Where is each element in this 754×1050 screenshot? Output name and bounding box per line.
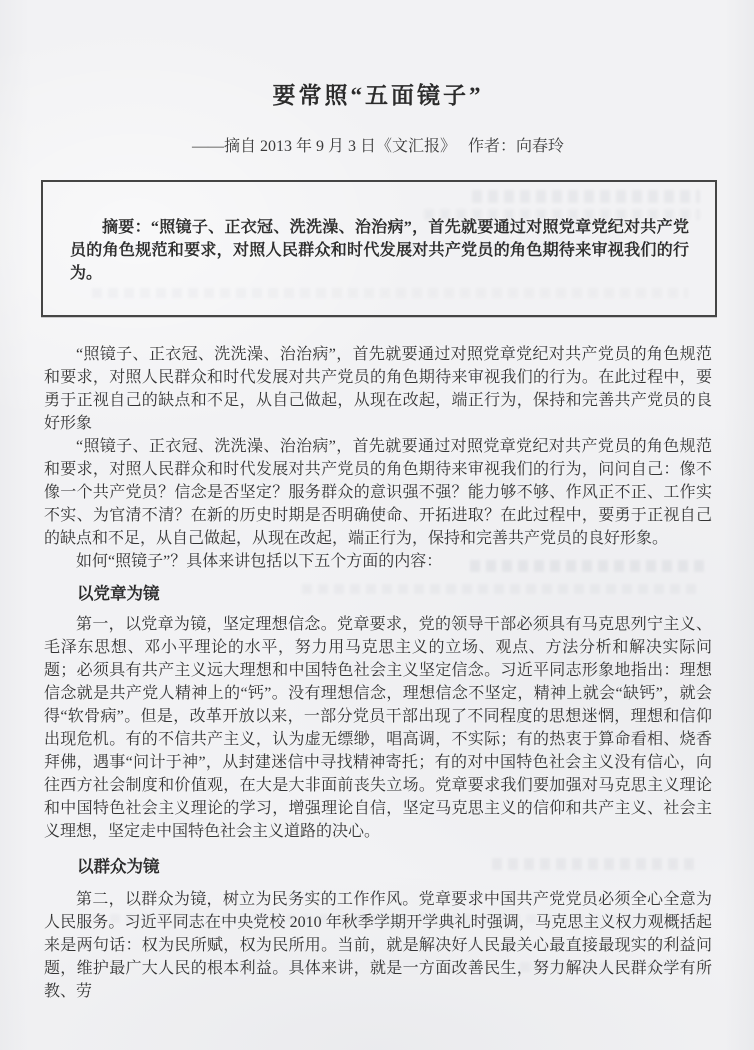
abstract-text: 摘要：“照镜子、正衣冠、洗洗澡、治治病”，首先就要通过对照党章党纪对共产党员的角色规范和要求，对照人民群众和时代发展对共产党员的角色期待来审视我们的行为。 [70,219,689,282]
document-content [44,0,712,1003]
source-attribution: ——摘自 2013 年 9 月 3 日《文汇报》 作者：向春玲 [191,138,564,155]
section-heading-masses: 以群众为镜 [77,857,160,876]
paragraph-party-charter: 第一，以党章为镜，坚定理想信念。党章要求，党的领导干部必须具有马克思列宁主义、毛泽东思想、邓小平理论的水平，努力用马克思主义的立场、观点、方法分析和解决实际问题；必须具有共产主义远大理想和中国特色社会主义坚定信念。习近平同志形象地指出：理想信念就是共产党人精神上的“钙”。没有理想信念，理想信念不坚定，精神上就会“缺钙”，就会得“软骨病”。但是，改革开放以来，一部分党员干部出现了不同程度的思想迷惘，理想和信仰出现危机。有的不信共产主义，认为虚无缥缈，唱高调，不实际；有的热衷于算命看相、烧香拜佛，遇事“问计于神”，从封建迷信中寻找精神寄托；有的对中国特色社会主义没有信心，向往西方社会制度和价值观，在大是大非面前丧失立场。党章要求我们要加强对马克思主义理论和中国特色社会主义理论的学习，增强理论自信，坚定马克思主义的信仰和共产主义、社会主义理想，坚定走中国特色社会主义道路的决心。 [44,616,712,840]
paragraph-intro-2: “照镜子、正衣冠、洗洗澡、治治病”，首先就要通过对照党章党纪对共产党员的角色规范和要求，对照人民群众和时代发展对共产党员的角色期待来审视我们的行为，问问自己：像不像一个共产党员？信念是否坚定？服务群众的意识强不强？能力够不够、作风正不正、工作实不实、为官清不清？在新的历史时期是否明确使命、开拓进取？在此过程中，要勇于正视自己的缺点和不足，从自己做起，从现在改起，端正行为，保持和完善共产党员的良好形象。 [44,438,712,547]
document-title: 要常照“五面镜子” [272,83,484,108]
abstract-box [41,180,717,317]
section-heading-party-charter: 以党章为镜 [77,584,160,603]
paragraph-lead-in: 如何“照镜子”？具体来讲包括以下五个方面的内容： [76,553,443,570]
paragraph-masses: 第二，以群众为镜，树立为民务实的工作作风。党章要求中国共产党党员必须全心全意为人民服务。习近平同志在中央党校 2010 年秋季学期开学典礼时强调，马克思主义权力观概括起来是两句话：权为民所赋，权为民所用。当前，就是解决好人民最关心最直接最现实的利益问题，维护最广大人民的根本利益。具体来讲，就是一方面改善民生，努力解决人民群众学有所教、劳 [44,891,712,1000]
paragraph-intro-1: “照镜子、正衣冠、洗洗澡、治治病”，首先就要通过对照党章党纪对共产党员的角色规范和要求，对照人民群众和时代发展对共产党员的角色期待来审视我们的行为。在此过程中，要勇于正视自己的缺点和不足，从自己做起，从现在改起，端正行为，保持和完善共产党员的良好形象 [44,346,712,432]
